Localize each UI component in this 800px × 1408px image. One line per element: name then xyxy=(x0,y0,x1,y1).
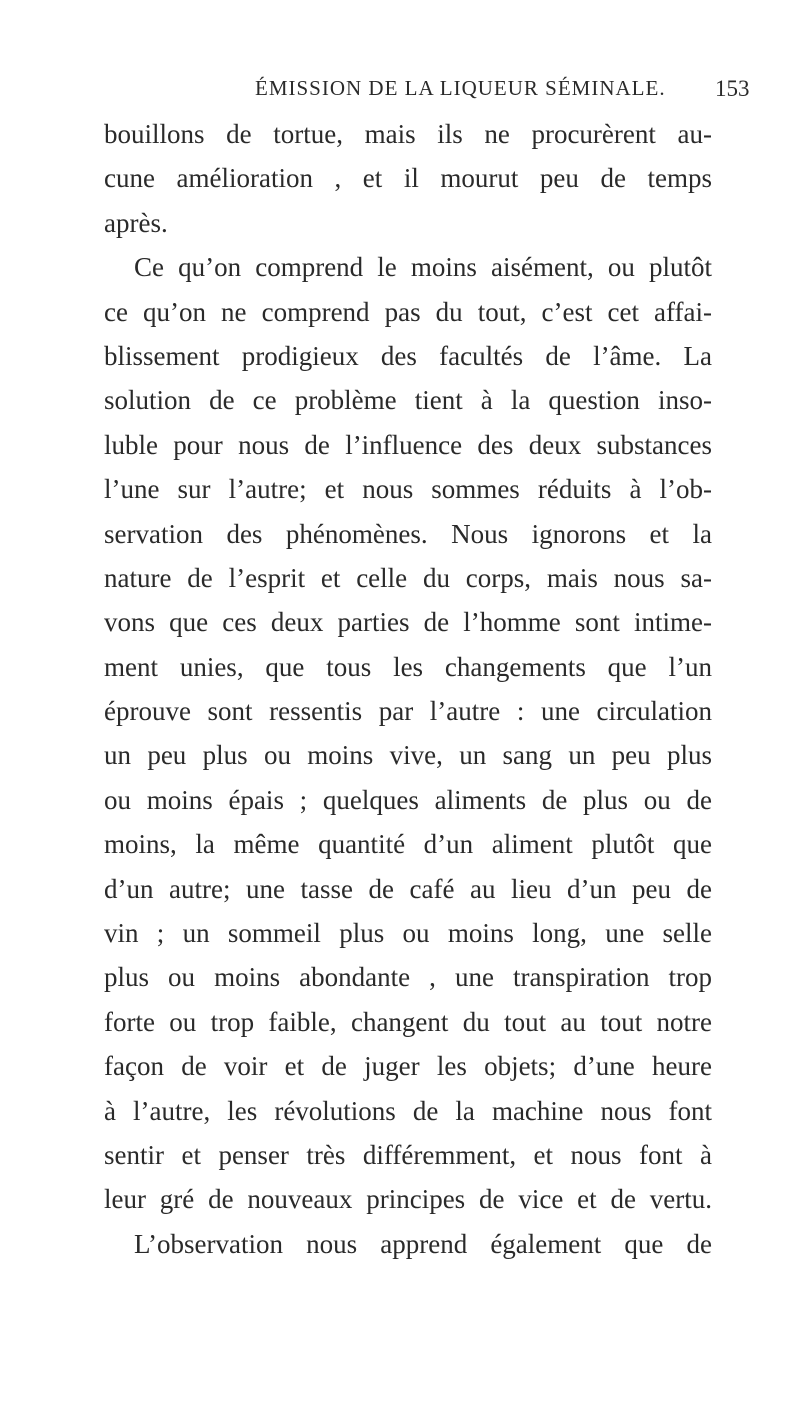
text-line: nature de l’esprit et celle du corps, mais nous sa- xyxy=(104,562,712,593)
running-title: ÉMISSION DE LA LIQUEUR SÉMINALE. xyxy=(255,76,666,100)
text-line: servation des phénomènes. Nous ignorons et la xyxy=(104,518,712,549)
text-line: éprouve sont ressentis par l’autre : une circulation xyxy=(104,696,712,727)
text-line: moins, la même quantité d’un aliment plutôt que xyxy=(104,829,712,860)
text-line: ou moins épais ; quelques aliments de plus ou de xyxy=(104,784,712,815)
text-line: vons que ces deux parties de l’homme sont intime- xyxy=(104,607,712,638)
text-line: Ce qu’on comprend le moins aisément, ou plutôt xyxy=(134,252,712,283)
text-line: luble pour nous de l’influence des deux substances xyxy=(104,429,712,460)
text-line: solution de ce problème tient à la question inso- xyxy=(104,385,712,416)
body-text xyxy=(104,112,712,1266)
page-number: 153 xyxy=(715,76,750,101)
text-line: bouillons de tortue, mais ils ne procurèrent au- xyxy=(104,119,712,149)
text-line: forte ou trop faible, changent du tout au tout notre xyxy=(104,1006,712,1037)
text-line: leur gré de nouveaux principes de vice et de vertu. xyxy=(104,1184,712,1215)
text-line: l’une sur l’autre; et nous sommes réduits à l’ob- xyxy=(104,474,712,505)
text-line: L’observation nous apprend également que de xyxy=(134,1228,712,1259)
text-line: après. xyxy=(104,207,168,238)
text-line: cune amélioration , et il mourut peu de temps xyxy=(104,163,712,194)
text-line: sentir et penser très différemment, et nous font à xyxy=(104,1139,712,1170)
text-line: façon de voir et de juger les objets; d’une heure xyxy=(104,1051,712,1082)
text-line: plus ou moins abondante , une transpiration trop xyxy=(104,962,712,993)
text-line: d’un autre; une tasse de café au lieu d’un peu de xyxy=(104,873,712,904)
text-line: vin ; un sommeil plus ou moins long, une selle xyxy=(104,918,712,949)
text-line: à l’autre, les révolutions de la machine nous font xyxy=(104,1095,712,1126)
text-line: ment unies, que tous les changements que l’un xyxy=(104,651,712,682)
text-line: ce qu’on ne comprend pas du tout, c’est cet affai- xyxy=(104,296,712,327)
text-line: un peu plus ou moins vive, un sang un peu plus xyxy=(104,740,712,771)
text-line: blissement prodigieux des facultés de l’âme. La xyxy=(104,340,712,371)
